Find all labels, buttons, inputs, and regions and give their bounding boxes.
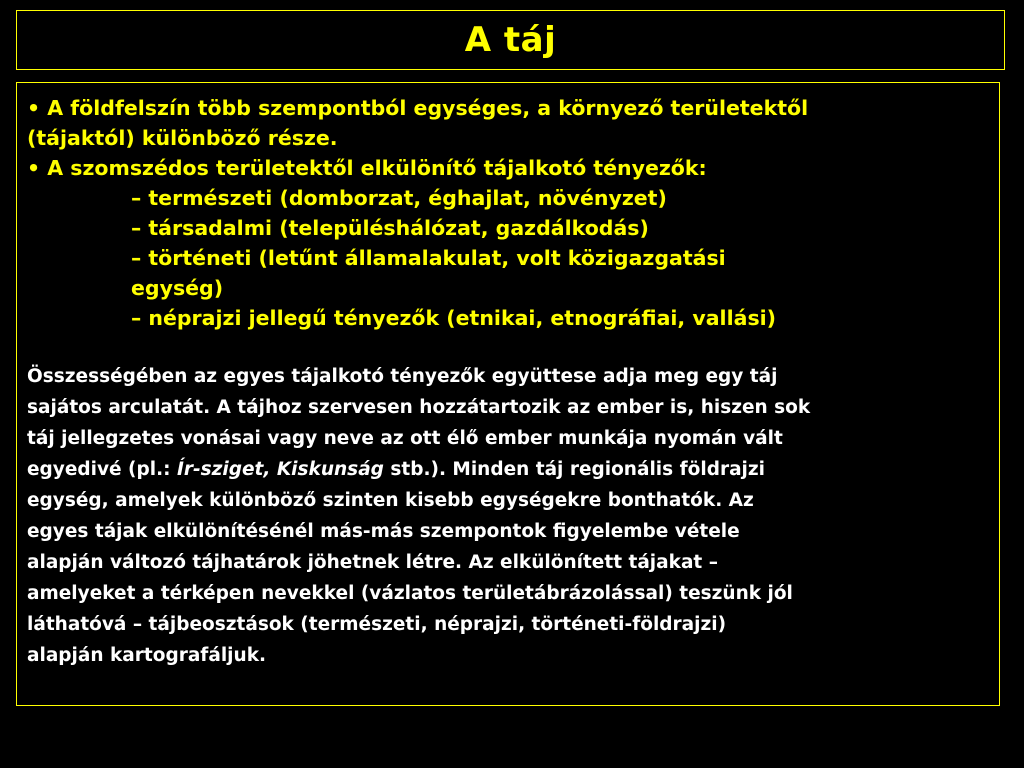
paragraph-text: stb.). Minden táj regionális földrajzi xyxy=(383,459,765,480)
spacer xyxy=(27,333,989,361)
paragraph-text: egyedivé (pl.: xyxy=(27,459,177,480)
title-frame xyxy=(16,10,1005,70)
sub-item-ethnographic: – néprajzi jellegű tényezők (etnikai, etnográfiai, vallási) xyxy=(131,306,777,330)
sub-item-historical: – történeti (letűnt államalakulat, volt közigazgatási xyxy=(131,246,726,270)
bullet-item-1-continuation xyxy=(27,123,989,153)
paragraph-line: alapján változó tájhatárok jöhetnek létre. Az elkülönített tájakat – xyxy=(27,552,718,573)
bullet-text: (tájaktól) különböző része. xyxy=(27,126,338,150)
bullet-item-2 xyxy=(27,153,989,183)
paragraph-line: amelyeket a térképen nevekkel (vázlatos területábrázolással) teszünk jól xyxy=(27,583,793,604)
bullet-marker: • xyxy=(27,156,41,180)
paragraph-line: sajátos arculatát. A tájhoz szervesen hozzátartozik az ember is, hiszen sok xyxy=(27,397,811,418)
bullet-list xyxy=(27,93,989,183)
paragraph-line: Összességében az egyes tájalkotó tényezők együttese adja meg egy táj xyxy=(27,366,778,387)
sub-item-social: – társadalmi (településhálózat, gazdálkodás) xyxy=(131,216,649,240)
slide-title: A táj xyxy=(464,20,557,60)
paragraph-line-with-example xyxy=(27,454,989,485)
paragraph-line: egység, amelyek különböző szinten kisebb egységekre bonthatók. Az xyxy=(27,490,754,511)
bullet-text: A szomszédos területektől elkülönítő tájalkotó tényezők: xyxy=(47,156,707,180)
paragraph-line: egyes tájak elkülönítésénél más-más szempontok figyelembe vétele xyxy=(27,521,740,542)
sub-item-historical-continuation: egység) xyxy=(131,276,224,300)
summary-paragraph xyxy=(27,361,989,671)
bullet-item-1 xyxy=(27,93,989,123)
content-frame xyxy=(16,82,1000,706)
paragraph-line: láthatóvá – tájbeosztások (természeti, néprajzi, történeti-földrajzi) xyxy=(27,614,727,635)
paragraph-line: táj jellegzetes vonásai vagy neve az ott élő ember munkája nyomán vált xyxy=(27,428,783,449)
example-places: Ír-sziget, Kiskunság xyxy=(176,459,384,480)
sub-list xyxy=(27,183,989,333)
bullet-text: A földfelszín több szempontból egységes, a környező területektől xyxy=(47,96,809,120)
paragraph-line: alapján kartografáljuk. xyxy=(27,645,267,666)
bullet-marker: • xyxy=(27,96,41,120)
sub-item-natural: – természeti (domborzat, éghajlat, növényzet) xyxy=(131,186,667,210)
